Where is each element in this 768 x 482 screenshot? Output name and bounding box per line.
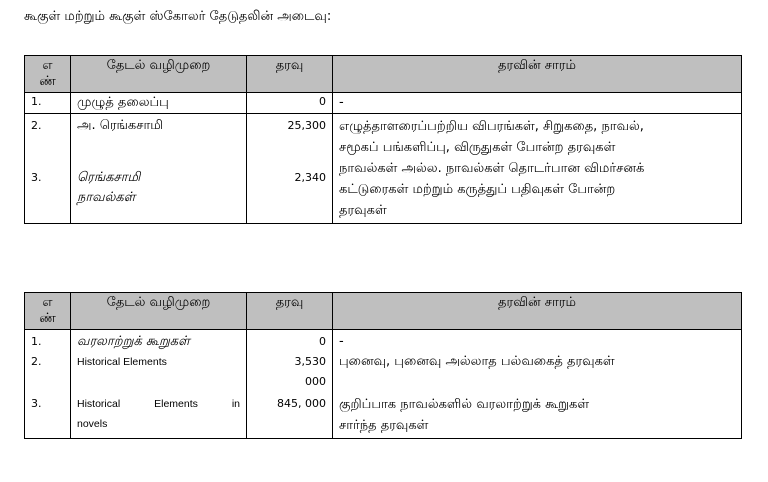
- header-summary: தரவின் சாரம்: [333, 293, 742, 330]
- header-search-method: தேடல் வழிமுறை: [71, 56, 247, 93]
- cell-summary: -: [333, 93, 742, 114]
- cell-count: 0: [247, 93, 333, 114]
- cell-method: முழுத் தலைப்பு: [71, 93, 247, 114]
- header-count: தரவு: [247, 56, 333, 93]
- search-results-table-2: [24, 292, 742, 439]
- table-row: [25, 330, 742, 439]
- table-row: [25, 114, 742, 224]
- cell-method: வரலாற்றுக் கூறுகள் Historical Elements Historical Elements in novels: [71, 330, 247, 439]
- cell-summary: - புனைவு, புனைவு அல்லாத பல்வகைத் தரவுகள் குறிப்பாக நாவல்களில் வரலாற்றுக் கூறுகள் சார்ந்த தரவுகள்: [333, 330, 742, 439]
- header-summary: தரவின் சாரம்: [333, 56, 742, 93]
- cell-summary: எழுத்தாளரைப்பற்றிய விபரங்கள், சிறுகதை, நாவல், சமூகப் பங்களிப்பு, விருதுகள் போன்ற தரவுகள் நாவல்கள் அல்ல. நாவல்கள் தொடர்பான விமர்சனக் கட்டுரைகள் மற்றும் கருத்துப் பதிவுகள் போன்ற தரவுகள்: [333, 114, 742, 224]
- cell-serial: 1.: [25, 93, 71, 114]
- header-count: தரவு: [247, 293, 333, 330]
- search-results-table-1: [24, 55, 742, 224]
- cell-method: அ. ரெங்கசாமி ரெங்கசாமி நாவல்கள்: [71, 114, 247, 224]
- cell-count: 25,300 2,340: [247, 114, 333, 224]
- page-heading: கூகுள் மற்றும் கூகுள் ஸ்கோலர் தேடுதலின் அடைவு:: [24, 9, 332, 24]
- table-header-row: [25, 293, 742, 330]
- cell-serial: 2. 3.: [25, 114, 71, 224]
- header-serial-number: எ ண்: [25, 56, 71, 93]
- cell-serial: 1. 2. 3.: [25, 330, 71, 439]
- table-header-row: [25, 56, 742, 93]
- table-row: [25, 93, 742, 114]
- header-search-method: தேடல் வழிமுறை: [71, 293, 247, 330]
- cell-count: 0 3,530 000 845, 000: [247, 330, 333, 439]
- header-serial-number: எ ண்: [25, 293, 71, 330]
